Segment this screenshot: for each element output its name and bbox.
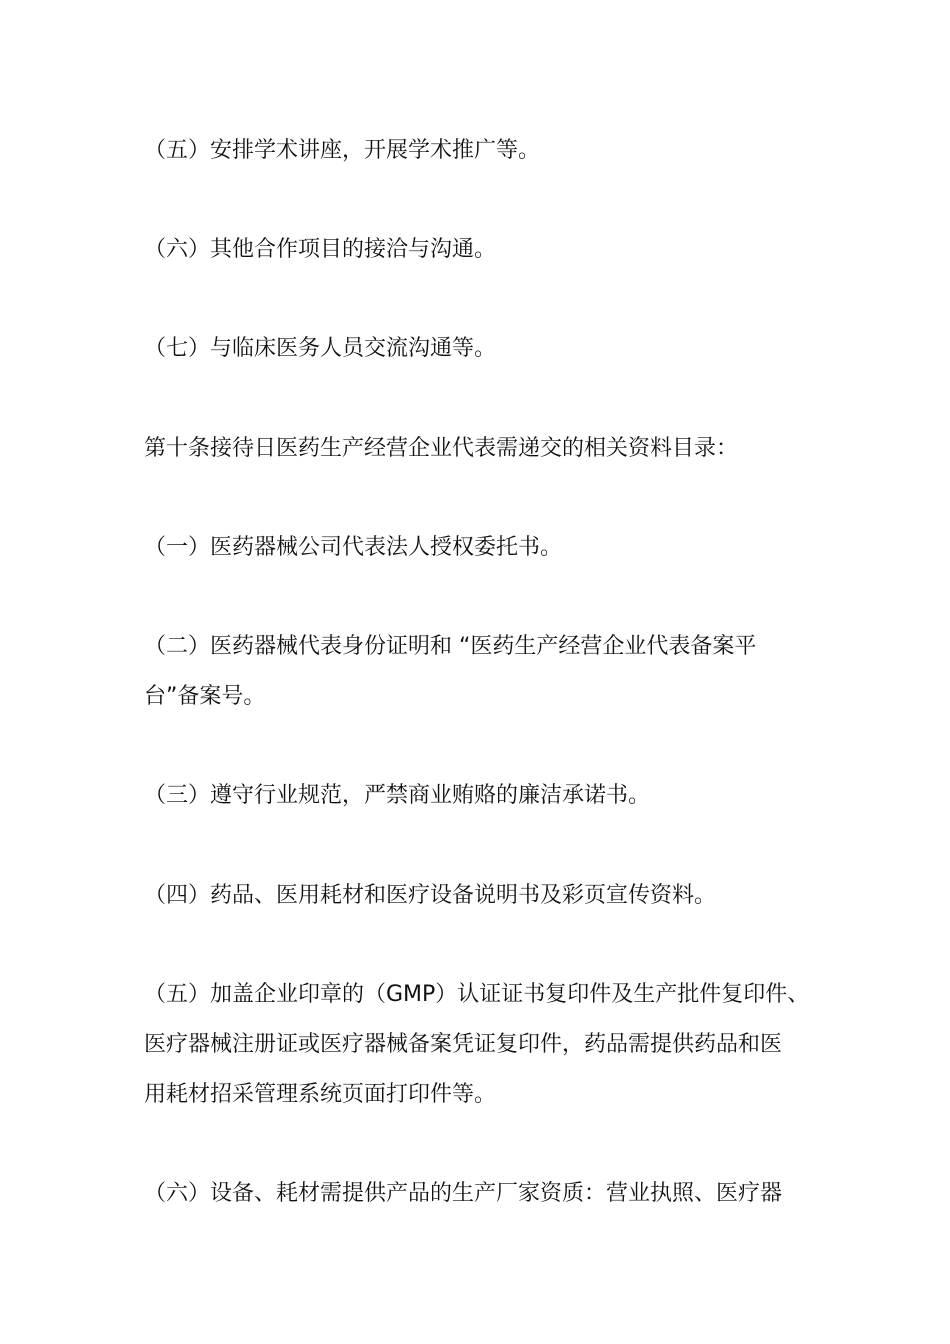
paragraph-item-5-certificates-line-3: 用耗材招采管理系统页面打印件等。: [144, 1082, 497, 1107]
paragraph-item-5-lecture: （五）安排学术讲座，开展学术推广等。: [144, 138, 541, 163]
paragraph-item-2-identity-line-1: （二）医药器械代表身份证明和 “医药生产经营企业代表备案平: [144, 634, 757, 659]
article-10-heading: 第十条接待日医药生产经营企业代表需递交的相关资料目录：: [144, 436, 739, 461]
paragraph-item-6-qualifications: （六）设备、耗材需提供产品的生产厂家资质：营业执照、医疗器: [144, 1181, 783, 1206]
paragraph-item-5-certificates-line-2: 医疗器械注册证或医疗器械备案凭证复印件，药品需提供药品和医: [144, 1032, 783, 1057]
paragraph-item-1-authorization: （一）医药器械公司代表法人授权委托书。: [144, 535, 563, 560]
paragraph-item-5-certificates-line-1: （五）加盖企业印章的（GMP）认证证书复印件及生产批件复印件、: [144, 982, 810, 1007]
paragraph-item-3-integrity: （三）遵守行业规范，严禁商业贿赂的廉洁承诺书。: [144, 783, 651, 808]
paragraph-item-2-identity-line-2: 台”备案号。: [144, 684, 266, 709]
paragraph-item-4-manuals: （四）药品、医用耗材和医疗设备说明书及彩页宣传资料。: [144, 883, 717, 908]
paragraph-item-7-clinical-communication: （七）与临床医务人员交流沟通等。: [144, 336, 497, 361]
paragraph-item-6-other-cooperation: （六）其他合作项目的接洽与沟通。: [144, 237, 497, 262]
